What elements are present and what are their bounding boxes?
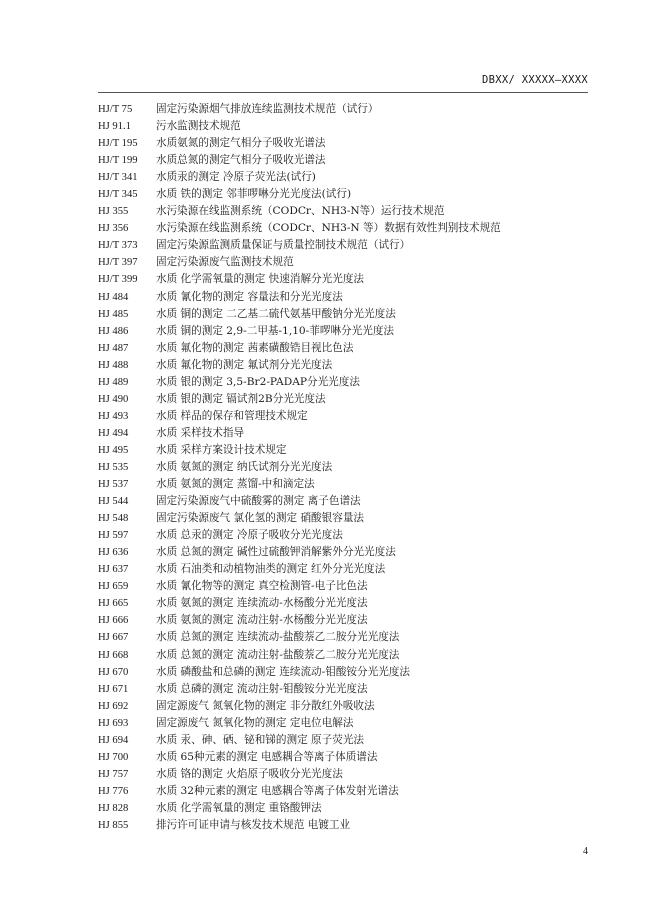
document-code-header: DBXX/ XXXXX—XXXX (482, 74, 588, 86)
standard-code: HJ/T 373 (98, 240, 138, 252)
standard-title: 水质 氟化物的测定 茜素磺酸锆目视比色法 (156, 341, 354, 354)
reference-row (98, 289, 588, 306)
standard-code: HJ 692 (98, 700, 129, 712)
reference-row (98, 612, 588, 629)
reference-row (98, 664, 588, 681)
standard-code: HJ 484 (98, 291, 129, 303)
standard-code: HJ/T 397 (98, 257, 138, 269)
standard-title: 水质 化学需氧量的测定 重铬酸钾法 (156, 801, 322, 814)
reference-row (98, 647, 588, 664)
standard-code: HJ 665 (98, 598, 129, 610)
standard-code: HJ/T 399 (98, 274, 138, 286)
reference-row (98, 527, 588, 544)
standard-code: HJ 489 (98, 376, 129, 388)
standard-code: HJ/T 341 (98, 172, 138, 184)
standard-title: 水质氨氮的测定气相分子吸收光谱法 (156, 137, 326, 150)
standard-code: HJ 668 (98, 649, 129, 661)
standard-code: HJ 548 (98, 513, 129, 525)
standard-title: 水质汞的测定 冷原子荧光法(试行) (156, 171, 316, 184)
reference-row (98, 408, 588, 425)
standard-code: HJ 485 (98, 308, 129, 320)
reference-row (98, 476, 588, 493)
reference-row (98, 595, 588, 612)
standard-title: 水质总氮的测定气相分子吸收光谱法 (156, 154, 326, 167)
standard-title: 水质 样品的保存和管理技术规定 (156, 409, 308, 422)
standard-title: 固定污染源废气中硫酸雾的测定 离子色谱法 (156, 495, 361, 508)
standard-title: 水质 采样方案设计技术规定 (156, 443, 287, 456)
reference-row (98, 323, 588, 340)
standard-title: 水质 铬的测定 火焰原子吸收分光光度法 (156, 767, 343, 780)
reference-row (98, 510, 588, 527)
standard-code: HJ/T 345 (98, 189, 138, 201)
standard-title: 水质 采样技术指导 (156, 426, 245, 439)
standard-code: HJ 637 (98, 564, 129, 576)
standard-title: 水质 石油类和动植物油类的测定 红外分光光度法 (156, 563, 386, 576)
standard-code: HJ 537 (98, 479, 129, 491)
reference-row (98, 374, 588, 391)
reference-row (98, 749, 588, 766)
reference-row (98, 459, 588, 476)
standard-code: HJ/T 75 (98, 104, 133, 115)
normative-references-list (98, 101, 588, 834)
standard-code: HJ 355 (98, 206, 129, 218)
reference-row (98, 220, 588, 237)
standard-title: 固定源废气 氮氧化物的测定 定电位电解法 (156, 716, 354, 729)
reference-row (98, 152, 588, 169)
reference-row (98, 698, 588, 715)
standard-title: 水质 氨氮的测定 纳氏试剂分光光度法 (156, 460, 333, 473)
standard-code: HJ 490 (98, 393, 129, 405)
standard-code: HJ 488 (98, 359, 129, 371)
standard-title: 水质 总氮的测定 流动注射-盐酸萘乙二胺分光光度法 (156, 648, 400, 661)
reference-row (98, 544, 588, 561)
standard-code: HJ 671 (98, 683, 129, 695)
standard-title: 固定污染源监测质量保证与质量控制技术规范（试行） (156, 239, 411, 252)
reference-row (98, 237, 588, 254)
reference-row (98, 629, 588, 646)
reference-row (98, 800, 588, 817)
standard-code: HJ 486 (98, 325, 129, 337)
standard-code: HJ 535 (98, 461, 129, 473)
reference-row (98, 766, 588, 783)
standard-title: 排污许可证申请与核发技术规范 电镀工业 (156, 818, 351, 831)
standard-title: 水质 铜的测定 2,9-二甲基-1,10-菲啰啉分光光度法 (156, 324, 395, 337)
reference-row (98, 715, 588, 732)
reference-row (98, 186, 588, 203)
standard-title: 固定污染源废气 氯化氢的测定 硝酸银容量法 (156, 512, 365, 525)
standard-title: 固定污染源废气监测技术规范 (156, 256, 294, 269)
standard-code: HJ 700 (98, 751, 129, 763)
standard-code: HJ 487 (98, 342, 129, 354)
standard-code: HJ 91.1 (98, 121, 131, 133)
reference-row (98, 578, 588, 595)
standard-code: HJ 776 (98, 785, 129, 797)
reference-row (98, 817, 588, 834)
standard-code: HJ 659 (98, 581, 129, 593)
standard-title: 水质 银的测定 3,5-Br2-PADAP分光光度法 (156, 375, 360, 388)
standard-code: HJ 597 (98, 530, 129, 542)
standard-title: 水质 化学需氧量的测定 快速消解分光光度法 (156, 273, 365, 286)
standard-title: 水质 铁的测定 邻菲啰啉分光光度法(试行) (156, 188, 352, 201)
reference-row (98, 391, 588, 408)
standard-code: HJ 670 (98, 666, 129, 678)
standard-title: 水质 65种元素的测定 电感耦合等离子体质谱法 (156, 750, 378, 763)
standard-code: HJ 544 (98, 496, 129, 508)
standard-title: 水污染源在线监测系统（CODCr、NH3-N 等）数据有效性判别技术规范 (156, 222, 501, 235)
standard-code: HJ/T 199 (98, 155, 138, 167)
standard-title: 水质 磷酸盐和总磷的测定 连续流动-钼酸铵分光光度法 (156, 665, 410, 678)
standard-title: 水质 氨氮的测定 蒸馏-中和滴定法 (156, 478, 315, 491)
standard-title: 水污染源在线监测系统（CODCr、NH3-N等）运行技术规范 (156, 205, 445, 218)
reference-row (98, 783, 588, 800)
standard-code: HJ 666 (98, 615, 129, 627)
standard-title: 水质 氨氮的测定 流动注射-水杨酸分光光度法 (156, 614, 368, 627)
standard-title: 水质 氰化物的测定 容量法和分光光度法 (156, 290, 343, 303)
standard-code: HJ 494 (98, 427, 129, 439)
standard-code: HJ 493 (98, 410, 129, 422)
standard-code: HJ 356 (98, 223, 129, 235)
reference-row (98, 254, 588, 271)
standard-title: 水质 总氮的测定 碱性过硫酸钾消解紫外分光光度法 (156, 546, 396, 559)
standard-title: 水质 32种元素的测定 电感耦合等离子体发射光谱法 (156, 784, 399, 797)
standard-code: HJ 855 (98, 819, 129, 831)
standard-title: 固定源废气 氮氧化物的测定 非分散红外吸收法 (156, 699, 375, 712)
reference-row (98, 340, 588, 357)
standard-code: HJ 667 (98, 632, 129, 644)
reference-row (98, 442, 588, 459)
standard-title: 水质 氨氮的测定 连续流动-水杨酸分光光度法 (156, 597, 368, 610)
reference-row (98, 306, 588, 323)
standard-title: 水质 氟化物的测定 氟试剂分光光度法 (156, 358, 333, 371)
standard-title: 水质 氰化物等的测定 真空检测管-电子比色法 (156, 580, 368, 593)
reference-row (98, 732, 588, 749)
standard-code: HJ/T 195 (98, 138, 138, 150)
standard-title: 水质 总磷的测定 流动注射-钼酸铵分光光度法 (156, 682, 368, 695)
standard-title: 水质 铜的测定 二乙基二硫代氨基甲酸钠分光光度法 (156, 307, 396, 320)
standard-code: HJ 828 (98, 802, 129, 814)
reference-row (98, 101, 588, 118)
standard-title: 污水监测技术规范 (156, 120, 241, 133)
standard-code: HJ 694 (98, 734, 129, 746)
reference-row (98, 271, 588, 288)
standard-title: 水质 汞、砷、硒、铋和锑的测定 原子荧光法 (156, 733, 365, 746)
standard-code: HJ 495 (98, 444, 129, 456)
reference-row (98, 118, 588, 135)
standard-title: 水质 总汞的测定 冷原子吸收分光光度法 (156, 529, 343, 542)
page-number: 4 (583, 846, 588, 857)
header-divider (98, 92, 588, 93)
standard-code: HJ 636 (98, 547, 129, 559)
reference-row (98, 357, 588, 374)
standard-title: 固定污染源烟气排放连续监测技术规范（试行） (156, 103, 379, 115)
standard-code: HJ 693 (98, 717, 129, 729)
standard-title: 水质 总氮的测定 连续流动-盐酸萘乙二胺分光光度法 (156, 631, 400, 644)
reference-row (98, 203, 588, 220)
standard-code: HJ 757 (98, 768, 129, 780)
reference-row (98, 561, 588, 578)
reference-row (98, 681, 588, 698)
reference-row (98, 425, 588, 442)
reference-row (98, 493, 588, 510)
reference-row (98, 169, 588, 186)
reference-row (98, 135, 588, 152)
standard-title: 水质 银的测定 镉试剂2B分光光度法 (156, 392, 326, 405)
